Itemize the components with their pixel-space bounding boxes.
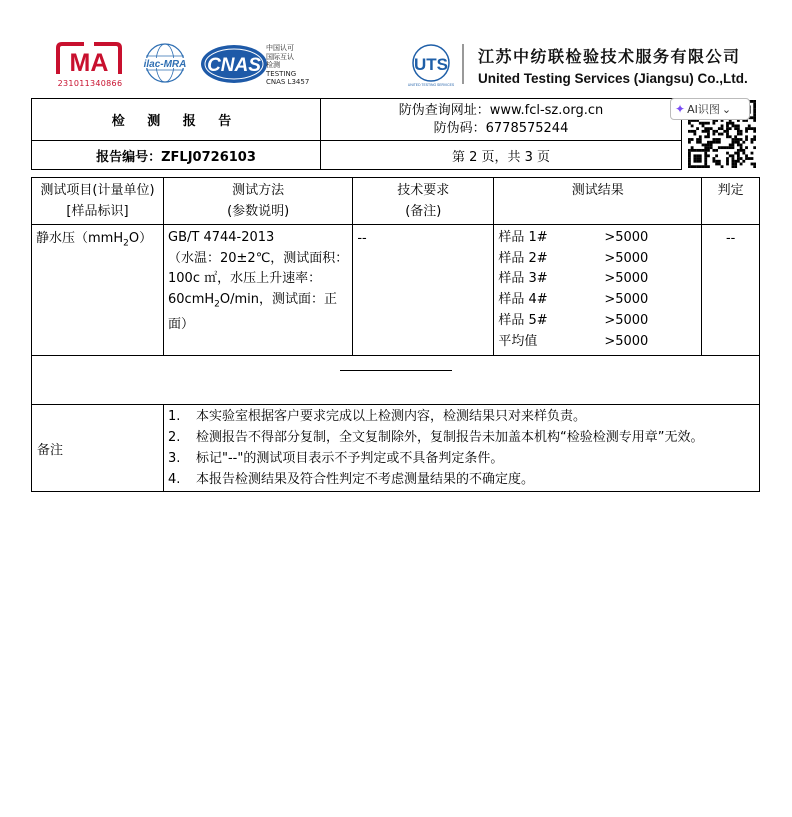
cnas-logo [199,43,269,85]
qr-module [707,154,710,157]
qr-module [737,154,740,157]
qr-module [751,163,754,166]
qr-module [737,152,740,155]
qr-module [704,130,707,133]
qr-module [688,165,691,168]
qr-module [737,144,740,147]
qr-module [732,157,735,160]
qr-module [732,138,735,141]
col-header-req-line1: 技术要求 [397,183,450,198]
qr-module [699,122,702,125]
qr-module [753,119,756,122]
qr-module [751,138,754,141]
qr-module [712,157,715,160]
table-header-row [32,178,760,225]
qr-module [699,165,702,168]
ai-badge-label: AI识图 [687,103,720,116]
qr-module [707,165,710,168]
remarks-list [164,405,760,492]
qr-module [742,160,745,163]
qr-module [721,127,724,130]
qr-module [737,127,740,130]
qr-module [732,144,735,147]
qr-module [732,124,735,127]
remark-number: 2. [168,430,181,446]
qr-module [696,154,699,157]
qr-module [751,100,754,103]
report-number: 报告编号：ZFLJ0726103 [32,141,321,170]
qr-module [704,163,707,166]
col-header-method-line2: (参数说明) [227,204,290,219]
col-header-judgement: 判定 [702,178,760,225]
qr-module [751,152,754,155]
qr-module [707,149,710,152]
requirement-cell: -- [353,225,494,356]
qr-module [732,163,735,166]
result-value: >5000 [604,271,649,287]
qr-module [753,127,756,130]
method-standard: GB/T 4744-2013 [168,230,275,245]
test-item-cell [32,225,164,356]
qr-module [726,127,729,130]
qr-module [707,122,710,125]
result-label: 样品 1# [498,230,548,245]
qr-module [696,141,699,144]
qr-module [702,144,705,147]
qr-module [715,149,718,152]
qr-module [737,160,740,163]
qr-module [751,141,754,144]
test-method-cell [164,225,353,356]
qr-module [712,130,715,133]
qr-module [726,122,729,125]
qr-module [723,146,726,149]
result-row [498,311,697,332]
remark-item [168,469,755,490]
test-results-table [31,177,760,492]
result-value: >5000 [604,292,649,308]
qr-module [688,122,691,125]
result-value: >5000 [604,250,649,266]
qr-module [688,163,691,166]
qr-module [732,160,735,163]
qr-module [737,133,740,136]
remarks-label: 备注 [32,405,164,492]
qr-module [726,160,729,163]
qr-module [718,138,721,141]
qr-module [737,138,740,141]
qr-module [710,127,713,130]
result-value: >5000 [604,333,649,349]
qr-module [753,116,756,119]
qr-module [688,154,691,157]
qr-module [748,124,751,127]
qr-module [732,165,735,168]
qr-module [742,149,745,152]
result-row-average [498,332,697,353]
result-row [498,269,697,290]
qr-module [745,127,748,130]
qr-module [696,157,699,160]
qr-module [732,154,735,157]
qr-module [707,146,710,149]
qr-module [710,141,713,144]
qr-module [693,130,696,133]
qr-module [751,127,754,130]
qr-module [734,160,737,163]
qr-module [737,141,740,144]
qr-module [715,141,718,144]
qr-module [707,135,710,138]
result-label: 样品 2# [498,250,548,266]
qr-module [712,160,715,163]
qr-module [753,100,756,103]
qr-module [715,138,718,141]
result-row [498,249,697,270]
method-rate-prefix: 60cmH [168,291,215,307]
qr-module [753,103,756,106]
qr-module [718,160,721,163]
method-param-line: 面） [168,316,195,332]
page-number: 第 2 页，共 3 页 [321,141,682,170]
qr-module [688,160,691,163]
qr-module [693,160,696,163]
col-header-result: 测试结果 [494,178,702,225]
qr-module [702,165,705,168]
company-name-cn: 江苏中纺联检验技术服务有限公司 [478,47,741,66]
qr-module [702,130,705,133]
col-header-method-line1: 测试方法 [232,183,285,198]
qr-module [718,133,721,136]
qr-module [715,154,718,157]
qr-module [729,154,732,157]
col-header-method [164,178,353,225]
anti-fake-url[interactable]: 防伪查询网址：www.fcl-sz.org.cn [398,102,604,118]
qr-module [699,138,702,141]
qr-module [721,133,724,136]
qr-module [712,122,715,125]
method-param-line: 100c ㎡，水压上升速率： [168,271,322,287]
qr-module [726,130,729,133]
qr-module [729,135,732,138]
qr-module [737,124,740,127]
qr-module [718,146,721,149]
uts-logo-text: UTS [414,55,448,74]
qr-module [737,157,740,160]
qr-module [702,149,705,152]
anti-fake-info [321,99,682,141]
qr-module [745,154,748,157]
qr-module [745,138,748,141]
qr-module [721,165,724,168]
remark-text: 本实验室根据客户要求完成以上检测内容，检测结果只对来样负责。 [196,409,587,425]
qr-module [704,144,707,147]
qr-module [734,152,737,155]
qr-module [723,130,726,133]
blank-row [32,356,760,405]
qr-module [699,160,702,163]
result-label: 样品 4# [498,292,548,308]
qr-module [696,165,699,168]
method-rate-suffix: O/min，测试面：正 [219,291,338,307]
cma-code: 231011340866 [57,79,123,88]
qr-module [726,124,729,127]
qr-module [729,127,732,130]
qr-module [718,163,721,166]
result-label: 样品 3# [498,271,548,287]
judgement-cell: -- [702,225,760,356]
qr-module [688,130,691,133]
qr-module [753,146,756,149]
remark-number: 4. [168,472,181,488]
col-header-item-line2: [样品标识] [66,204,129,219]
method-param-line: （水温：20±2℃，测试面积： [168,250,349,266]
qr-module [691,146,694,149]
remark-item [168,406,755,427]
qr-module [740,157,743,160]
qr-module [726,157,729,160]
qr-module [712,138,715,141]
method-param-line [168,290,348,315]
qr-module [704,152,707,155]
remark-item [168,427,755,448]
qr-module [704,157,707,160]
qr-module [753,105,756,108]
remark-text: 本报告检测结果及符合性判定不考虑测量结果的不确定度。 [196,472,535,488]
ilac-mra-logo [138,41,192,85]
qr-module [726,135,729,138]
col-header-item [32,178,164,225]
col-header-req-line2: (备注) [405,204,442,219]
qr-module [740,133,743,136]
method-rate-subscript: 2 [214,299,220,310]
remark-text: 检测报告不得部分复制，全文复制除外，复制报告未加盖本机构“检验检测专用章”无效。 [196,430,704,446]
qr-module [726,146,729,149]
qr-module [696,160,699,163]
qr-module [699,149,702,152]
uts-logo [408,42,454,88]
qr-module [753,138,756,141]
ai-image-recognition-button[interactable] [670,98,750,120]
result-label: 平均值 [498,333,538,349]
qr-module [699,154,702,157]
qr-module [745,146,748,149]
qr-module [740,146,743,149]
remark-text: 标记"--"的测试项目表示不予判定或不具备判定条件。 [196,451,504,467]
qr-module [707,144,710,147]
qr-module [753,163,756,166]
qr-module [737,149,740,152]
qr-module [704,122,707,125]
qr-module [712,141,715,144]
qr-module [734,124,737,127]
qr-module [751,157,754,160]
end-divider-line [340,370,452,371]
qr-module [742,152,745,155]
qr-module [742,141,745,144]
qr-module [704,160,707,163]
col-header-requirement [353,178,494,225]
qr-module [734,163,737,166]
qr-module [707,133,710,136]
end-of-results-cell [32,356,760,405]
qr-module [704,135,707,138]
anti-fake-code: 防伪码：6778575244 [433,120,569,136]
qr-module [699,141,702,144]
qr-module [740,163,743,166]
test-item-name: 静水压（mmH [36,231,124,246]
qr-module [693,165,696,168]
header-divider [462,44,464,84]
qr-module [688,149,691,152]
qr-module [726,152,729,155]
qr-module [734,135,737,138]
qr-module [702,124,705,127]
cnas-accreditation-text: 中国认可 国际互认 检测 TESTING CNAS L3457 [266,44,310,87]
qr-module [696,127,699,130]
qr-module [748,157,751,160]
qr-module [729,146,732,149]
qr-module [726,133,729,136]
qr-module [696,138,699,141]
qr-module [704,165,707,168]
qr-module [753,108,756,111]
chevron-down-icon: ⌄ [721,102,732,116]
col-header-item-line1: 测试项目(计量单位) [40,183,155,198]
qr-module [732,122,735,125]
qr-module [715,163,718,166]
table-row [32,225,760,356]
qr-module [729,122,732,125]
qr-module [693,157,696,160]
result-value: >5000 [604,230,649,245]
qr-module [715,160,718,163]
qr-module [704,154,707,157]
qr-module [688,157,691,160]
qr-module [740,144,743,147]
qr-module [718,127,721,130]
result-cell [494,225,702,356]
result-row [498,228,697,249]
qr-module [688,138,691,141]
qr-module [693,154,696,157]
qr-module [704,146,707,149]
qr-module [693,133,696,136]
result-value: >5000 [604,312,649,328]
qr-module [699,157,702,160]
qr-module [710,146,713,149]
qr-module [691,165,694,168]
qr-module [740,149,743,152]
qr-module [715,130,718,133]
qr-module [734,165,737,168]
qr-module [688,152,691,155]
qr-module [726,163,729,166]
qr-module [718,141,721,144]
qr-module [732,141,735,144]
qr-module [745,135,748,138]
report-header-table [31,98,682,170]
qr-module [753,135,756,138]
qr-module [712,133,715,136]
qr-module [753,114,756,117]
qr-module [710,144,713,147]
remark-number: 3. [168,451,181,467]
qr-module [693,149,696,152]
qr-module [740,130,743,133]
ilac-mra-text: ilac-MRA [143,59,187,70]
qr-module [704,149,707,152]
uts-logo-subtext: UNITED TESTING SERVICES [408,83,454,87]
cnas-logo-text: CNAS [207,55,261,76]
report-title: 检 测 报 告 [32,99,321,141]
company-name-en: United Testing Services (Jiangsu) Co.,Ltd. [478,71,748,86]
qr-module [721,124,724,127]
qr-module [691,130,694,133]
qr-module [734,127,737,130]
qr-module [753,165,756,168]
qr-module [745,157,748,160]
ai-sparkle-icon: ✦ [675,102,686,116]
test-item-suffix: O） [128,231,153,246]
qr-module [691,138,694,141]
qr-module [753,111,756,114]
qr-module [753,130,756,133]
qr-module [707,127,710,130]
test-item-subscript: 2 [123,238,129,249]
qr-module [721,146,724,149]
qr-module [712,149,715,152]
remarks-row [32,405,760,492]
qr-module [734,138,737,141]
qr-module [748,127,751,130]
qr-module [691,124,694,127]
qr-module [702,122,705,125]
qr-module [707,130,710,133]
qr-module [696,149,699,152]
qr-module [732,146,735,149]
qr-module [729,144,732,147]
qr-module [707,141,710,144]
result-row [498,290,697,311]
qr-module [699,135,702,138]
cma-logo-text: MA [69,49,109,77]
qr-module [688,141,691,144]
remark-item [168,448,755,469]
qr-module [745,130,748,133]
qr-module [691,149,694,152]
result-label: 样品 5# [498,312,548,328]
qr-module [737,130,740,133]
qr-module [740,138,743,141]
qr-module [751,116,754,119]
qr-module [734,141,737,144]
remark-number: 1. [168,409,181,425]
qr-module [704,127,707,130]
